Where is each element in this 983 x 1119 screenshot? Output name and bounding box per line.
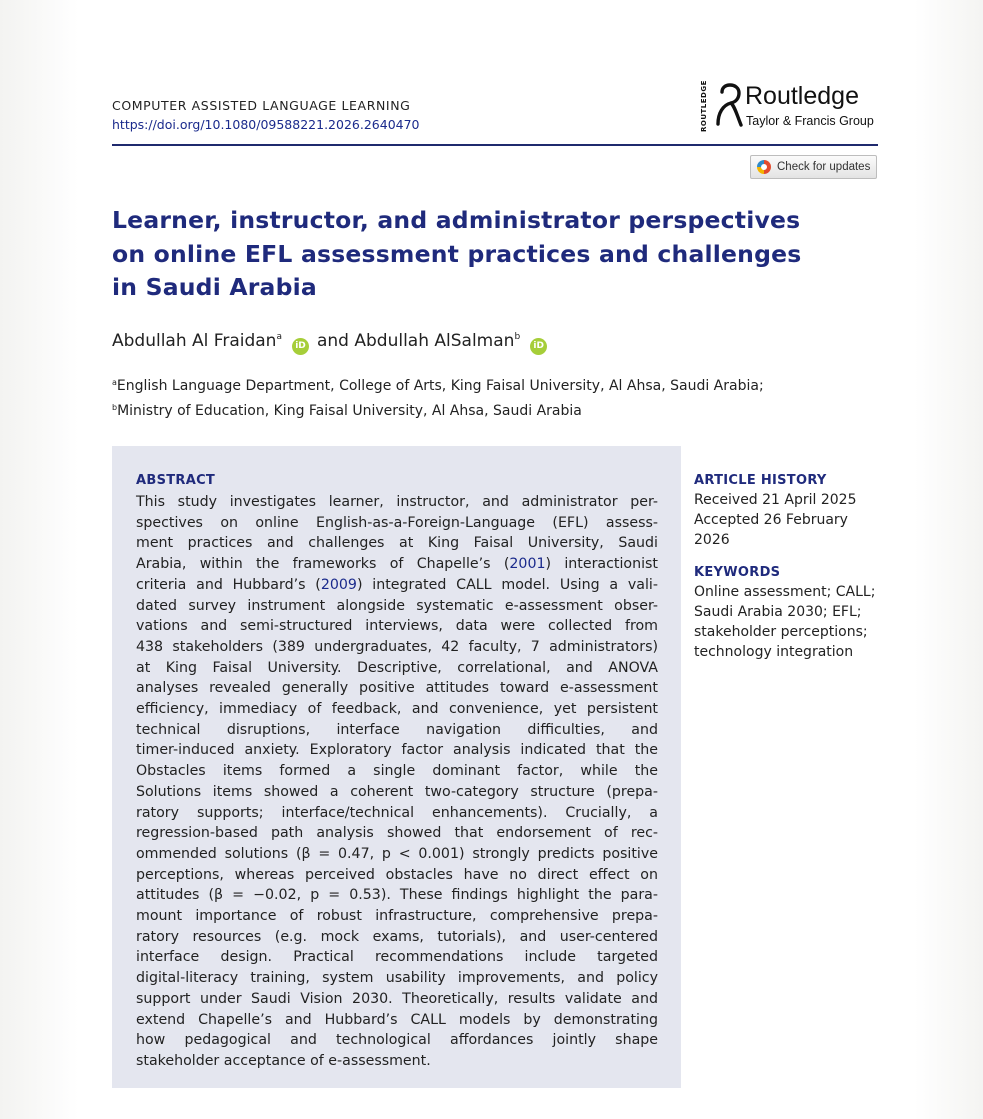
keywords-heading: KEYWORDS: [694, 565, 781, 580]
keyword-line: Online assessment; CALL;: [694, 584, 876, 600]
abstract-line: ment practices and challenges at King Faisal University, Saudi: [136, 535, 658, 552]
accepted-date: Accepted 26 February: [694, 512, 848, 528]
abstract-line: ommended solutions (β = 0.47, p < 0.001) strongly predicts positive: [136, 845, 658, 862]
routledge-logo-icon: [715, 83, 743, 127]
author-2-name: Abdullah AlSalman: [354, 331, 515, 351]
abstract-line: regression-based path analysis showed that endorsement of rec-: [136, 825, 658, 842]
abstract-line: digital-literacy training, system usability improvements, and policy: [136, 970, 658, 987]
keyword-line: stakeholder perceptions;: [694, 624, 868, 640]
abstract-line: vations and semi-structured interviews, data were collected from: [136, 618, 658, 635]
header-divider: [112, 144, 878, 146]
abstract-line: extend Chapelle’s and Hubbard’s CALL models by demonstrating: [136, 1011, 658, 1028]
received-date: Received 21 April 2025: [694, 492, 857, 508]
abstract-line: ratory supports; interface/technical enhancements). Crucially, a: [136, 804, 658, 821]
abstract-line: analyses revealed generally positive attitudes toward e-assessment: [136, 680, 658, 697]
routledge-vertical-mark: ROUTLEDGE: [700, 80, 708, 132]
abstract-line: interface design. Practical recommendations include targeted: [136, 949, 658, 966]
abstract-line: timer-induced anxiety. Exploratory factor analysis indicated that the: [136, 742, 658, 759]
abstract-line: dated survey instrument alongside systematic e-assessment obser-: [136, 597, 658, 614]
abstract-line: ratory resources (e.g. mock exams, tutorials), and user-centered: [136, 928, 658, 945]
abstract-line: how pedagogical and technological affordances jointly shape: [136, 1032, 658, 1049]
abstract-line: Obstacles items formed a single dominant factor, while the: [136, 763, 658, 780]
citation-year-link[interactable]: 2001: [509, 556, 546, 573]
citation-year-link[interactable]: 2009: [320, 576, 357, 593]
article-history-heading: ARTICLE HISTORY: [694, 473, 827, 488]
author-1-name: Abdullah Al Fraidan: [112, 331, 277, 351]
abstract-line: Solutions items showed a coherent two-category structure (prepa-: [136, 783, 658, 800]
check-for-updates-label: Check for updates: [777, 161, 871, 173]
keyword-line: technology integration: [694, 644, 854, 660]
abstract-line: mount importance of robust infrastructure, comprehensive prepa-: [136, 908, 658, 925]
affiliation-b: $^b$Ministry of Education, King Faisal University, Al Ahsa, Saudi Arabia: [112, 403, 582, 419]
publisher-name: Routledge: [745, 82, 859, 110]
journal-name: COMPUTER ASSISTED LANGUAGE LEARNING: [112, 98, 411, 113]
abstract-text: [136, 492, 658, 1072]
abstract-line: support under Saudi Vision 2030. Theoretically, results validate and: [136, 990, 658, 1007]
abstract-line: stakeholder acceptance of e-assessment.: [136, 1052, 431, 1069]
abstract-line: perceptions, whereas perceived obstacles have no direct effect on: [136, 866, 658, 883]
abstract-box: [112, 446, 681, 1088]
orcid-icon[interactable]: iD: [530, 338, 547, 355]
abstract-line: at King Faisal University. Descriptive, correlational, and ANOVA: [136, 659, 658, 676]
abstract-line: attitudes (β = −0.02, p = 0.53). These findings highlight the para-: [136, 887, 658, 904]
author-line: [112, 331, 555, 355]
abstract-line: criteria and Hubbard’s (2009) integrated CALL model. Using a vali-: [136, 576, 658, 593]
author-1-affil-mark: a: [276, 332, 282, 342]
abstract-line: This study investigates learner, instructor, and administrator per-: [136, 494, 658, 510]
affiliation-a: $^a$English Language Department, College of Arts, King Faisal University, Al Ahsa, Saudi Arabia;: [112, 378, 764, 394]
article-title: Learner, instructor, and administrator perspectives on online EFL assessment practices and challenges in Saudi Arabia: [112, 206, 802, 301]
accepted-date-year: 2026: [694, 532, 730, 548]
article-sidebar: [694, 472, 884, 662]
crossmark-icon: [757, 160, 771, 174]
doi-link[interactable]: https://doi.org/10.1080/09588221.2026.2640470: [112, 117, 420, 132]
check-for-updates-button[interactable]: [750, 155, 877, 179]
author-2-affil-mark: b: [514, 332, 521, 342]
abstract-heading: ABSTRACT: [136, 473, 216, 488]
journal-header: [112, 98, 420, 132]
keyword-line: Saudi Arabia 2030; EFL;: [694, 604, 862, 620]
publisher-group: Taylor & Francis Group: [746, 114, 874, 128]
abstract-line: 438 stakeholders (389 undergraduates, 42 faculty, 7 administrators): [136, 638, 658, 655]
affiliations: [112, 372, 764, 422]
abstract-line: spectives on online English-as-a-Foreign-Language (EFL) assess-: [136, 514, 658, 531]
author-connector: and: [316, 331, 349, 351]
abstract-line: Arabia, within the frameworks of Chapelle’s (2001) interactionist: [136, 556, 658, 573]
abstract-line: efficiency, immediacy of feedback, and convenience, yet persistent: [136, 701, 658, 718]
orcid-icon[interactable]: iD: [292, 338, 309, 355]
abstract-line: technical disruptions, interface navigation difficulties, and: [136, 721, 658, 738]
